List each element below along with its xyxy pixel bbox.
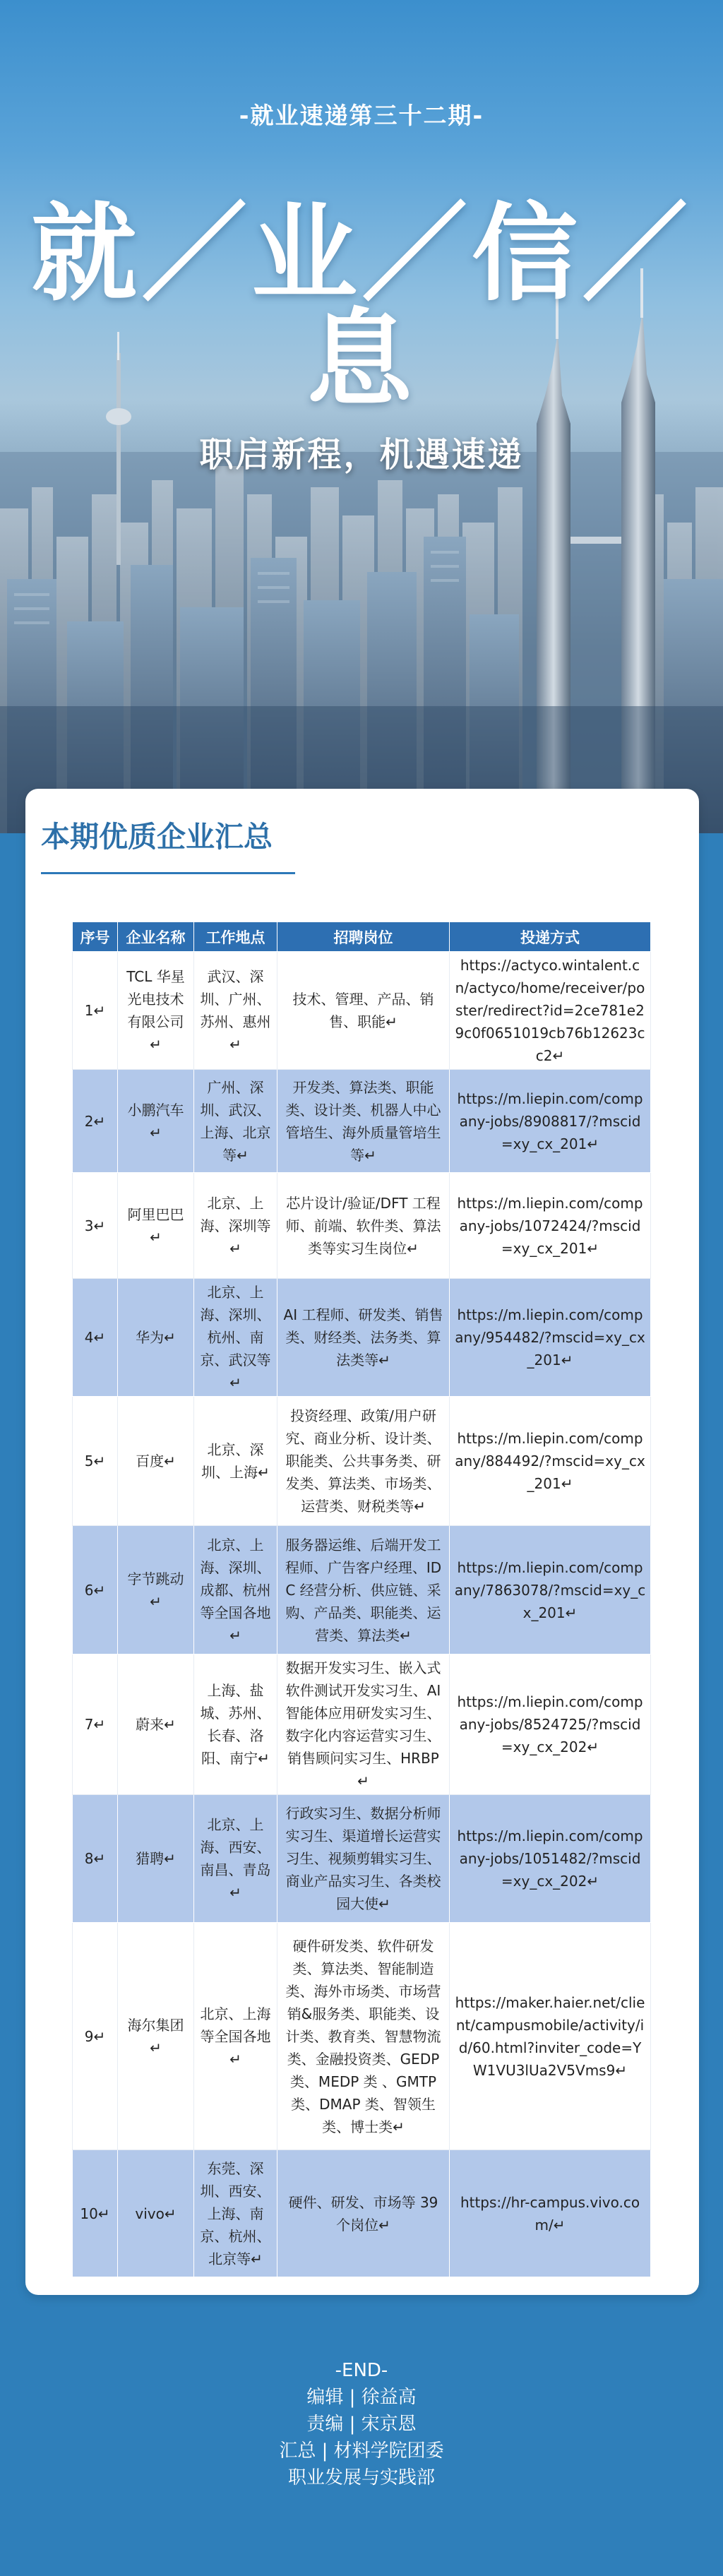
table-row <box>73 1397 651 1526</box>
row-apply-link[interactable]: https://maker.haier.net/client/campusmobile/activity/id/60.html?inviter_code=YW1VU3lUa2V5Vms9↵ <box>450 1923 651 2150</box>
row-apply-link[interactable]: https://m.liepin.com/company-jobs/1072424/?mscid=xy_cx_201↵ <box>450 1173 651 1279</box>
footer-credits <box>0 2357 723 2491</box>
row-no: 7↵ <box>73 1654 118 1795</box>
row-apply-link[interactable]: https://m.liepin.com/company-jobs/8908817/?mscid=xy_cx_201↵ <box>450 1070 651 1173</box>
row-company: 猎聘↵ <box>118 1795 194 1923</box>
row-jobs: 硬件研发类、软件研发类、算法类、智能制造类、海外市场类、市场营销&服务类、职能类、设计类、教育类、智慧物流类、金融投资类、GEDP 类、MEDP 类 、GMTP 类、DMAP 类、智领生类、博士类↵ <box>277 1923 450 2150</box>
company-table <box>72 922 651 2277</box>
row-no: 10↵ <box>73 2150 118 2277</box>
issue-label: -就业速递第三十二期- <box>239 102 484 129</box>
row-apply-link[interactable]: https://m.liepin.com/company-jobs/1051482/?mscid=xy_cx_202↵ <box>450 1795 651 1923</box>
table-row <box>73 1654 651 1795</box>
row-no: 9↵ <box>73 1923 118 2150</box>
table-row <box>73 1795 651 1923</box>
row-company: 阿里巴巴↵ <box>118 1173 194 1279</box>
row-no: 2↵ <box>73 1070 118 1173</box>
row-apply-link[interactable]: https://m.liepin.com/company/7863078/?mscid=xy_cx_201↵ <box>450 1526 651 1654</box>
row-location: 北京、上海、深圳、杭州、南京、武汉等↵ <box>194 1279 277 1397</box>
row-jobs: 技术、管理、产品、销售、职能↵ <box>277 952 450 1070</box>
row-company: 海尔集团↵ <box>118 1923 194 2150</box>
header-jobs: 招聘岗位 <box>277 922 450 952</box>
table-row <box>73 1526 651 1654</box>
row-location: 广州、深圳、武汉、上海、北京等↵ <box>194 1070 277 1173</box>
row-no: 4↵ <box>73 1279 118 1397</box>
row-company: 蔚来↵ <box>118 1654 194 1795</box>
row-jobs: 开发类、算法类、职能类、设计类、机器人中心管培生、海外质量管培生等↵ <box>277 1070 450 1173</box>
section-title: 本期优质企业汇总 <box>41 820 273 854</box>
row-location: 北京、上海等全国各地↵ <box>194 1923 277 2150</box>
row-company: 华为↵ <box>118 1279 194 1397</box>
row-location: 东莞、深圳、西安、上海、南京、杭州、北京等↵ <box>194 2150 277 2277</box>
header-no: 序号 <box>73 922 118 952</box>
row-jobs: 投资经理、政策/用户研究、商业分析、设计类、职能类、公共事务类、研发类、算法类、市场类、运营类、财税类等↵ <box>277 1397 450 1526</box>
row-no: 5↵ <box>73 1397 118 1526</box>
row-location: 北京、深圳、上海↵ <box>194 1397 277 1526</box>
row-no: 8↵ <box>73 1795 118 1923</box>
header-company: 企业名称 <box>118 922 194 952</box>
section-divider <box>41 872 295 874</box>
page-subtitle: 职启新程，机遇速递 <box>199 435 524 475</box>
header-location: 工作地点 <box>194 922 277 952</box>
row-location: 北京、上海、西安、南昌、青岛↵ <box>194 1795 277 1923</box>
row-apply-link[interactable]: https://m.liepin.com/company-jobs/8524725/?mscid=xy_cx_202↵ <box>450 1654 651 1795</box>
end-mark: -END- <box>335 2360 388 2381</box>
table-row <box>73 1279 651 1397</box>
page-title: 就／业／信／息 <box>30 193 692 422</box>
header-apply: 投递方式 <box>450 922 651 952</box>
row-apply-link[interactable]: https://m.liepin.com/company/954482/?mscid=xy_cx_201↵ <box>450 1279 651 1397</box>
chief-editor-credit: 责编 | 宋京恩 <box>306 2414 417 2435</box>
row-jobs: 数据开发实习生、嵌入式软件测试开发实习生、AI 智能体应用研发实习生、数字化内容运营实习生、销售顾问实习生、HRBP↵ <box>277 1654 450 1795</box>
table-row <box>73 2150 651 2277</box>
row-company: 字节跳动↵ <box>118 1526 194 1654</box>
row-no: 6↵ <box>73 1526 118 1654</box>
table-row <box>73 952 651 1070</box>
hero-banner <box>0 0 723 833</box>
editor-credit: 编辑 | 徐益高 <box>306 2387 417 2408</box>
row-location: 北京、上海、深圳、成都、杭州等全国各地↵ <box>194 1526 277 1654</box>
row-apply-link[interactable]: https://actyco.wintalent.cn/actyco/home/receiver/poster/redirect?id=2ce781e29c0f0651019cb76b12623cc2↵ <box>450 952 651 1070</box>
row-jobs: 服务器运维、后端开发工程师、广告客户经理、IDC 经营分析、供应链、采购、产品类、职能类、运营类、算法类↵ <box>277 1526 450 1654</box>
row-location: 武汉、深圳、广州、苏州、惠州↵ <box>194 952 277 1070</box>
row-jobs: 行政实习生、数据分析师实习生、渠道增长运营实习生、视频剪辑实习生、商业产品实习生、各类校园大使↵ <box>277 1795 450 1923</box>
table-row <box>73 1070 651 1173</box>
row-no: 3↵ <box>73 1173 118 1279</box>
row-apply-link[interactable]: https://m.liepin.com/company/884492/?mscid=xy_cx_201↵ <box>450 1397 651 1526</box>
row-company: 百度↵ <box>118 1397 194 1526</box>
table-header-row <box>73 922 651 952</box>
row-location: 上海、盐城、苏州、长春、洛阳、南宁↵ <box>194 1654 277 1795</box>
row-jobs: AI 工程师、研发类、销售类、财经类、法务类、算法类等↵ <box>277 1279 450 1397</box>
row-company: vivo↵ <box>118 2150 194 2277</box>
row-company: TCL 华星光电技术有限公司↵ <box>118 952 194 1070</box>
row-jobs: 硬件、研发、市场等 39 个岗位↵ <box>277 2150 450 2277</box>
row-jobs: 芯片设计/验证/DFT 工程师、前端、软件类、算法类等实习生岗位↵ <box>277 1173 450 1279</box>
compiled-credit: 汇总 | 材料学院团委 <box>279 2440 444 2462</box>
table-row <box>73 1923 651 2150</box>
row-company: 小鹏汽车↵ <box>118 1070 194 1173</box>
table-row <box>73 1173 651 1279</box>
department-credit: 职业发展与实践部 <box>287 2467 435 2488</box>
row-location: 北京、上海、深圳等↵ <box>194 1173 277 1279</box>
row-apply-link[interactable]: https://hr-campus.vivo.com/↵ <box>450 2150 651 2277</box>
row-no: 1↵ <box>73 952 118 1070</box>
